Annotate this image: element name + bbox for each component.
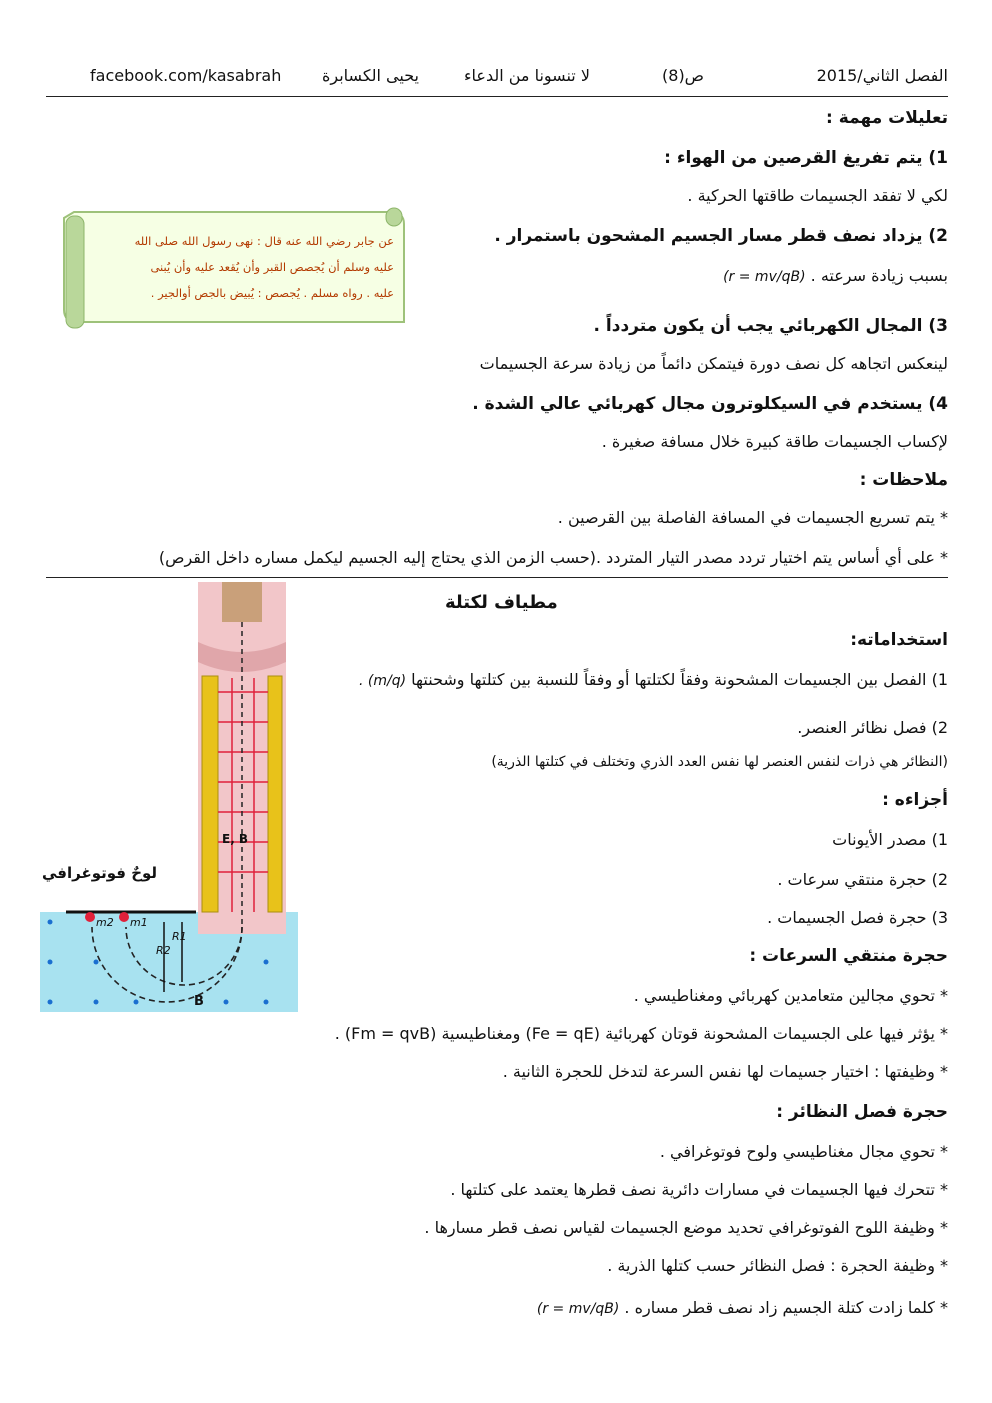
separation-item-1: * تحوي مجال مغناطيسي ولوح فوتوغرافي . xyxy=(659,1142,948,1161)
uses-title: استخداماته: xyxy=(850,630,948,650)
velocity-selector-title: حجرة منتقي السرعات : xyxy=(749,946,948,966)
page-number: ص(8) xyxy=(662,66,705,85)
photographic-plate-label: لوحٌ فوتوغرافي xyxy=(42,864,158,882)
m1-dot xyxy=(119,912,129,922)
explanation-q2: 2) يزداد نصف قطر مسار الجسيم المشحون باستمرار . xyxy=(494,226,948,246)
explanation-a1: لكي لا تفقد الجسيمات طاقتها الحركية . xyxy=(687,186,948,205)
part-2: 2) حجرة منتقي سرعات . xyxy=(777,870,948,889)
explanation-a2: بسبب زيادة سرعته . (r = mv/qB) xyxy=(723,266,948,285)
isotope-definition: (النظائر هي ذرات لنفس العنصر لها نفس العدد الذري وتختلف في كتلتها الذرية) xyxy=(491,754,948,770)
m2-dot xyxy=(85,912,95,922)
separation-chamber-title: حجرة فصل النظائر : xyxy=(776,1102,948,1122)
velocity-item-1: * تحوي مجالين متعامدين كهربائي ومغناطيسي . xyxy=(633,986,948,1005)
hadith-line-1: عن جابر رضي الله عنه قال : نهى رسول الله صلى الله xyxy=(134,234,394,248)
note-2: * على أي أساس يتم اختيار تردد مصدر التيار المتردد .(حسب الزمن الذي يحتاج إليه الجسيم ليكمل مساره داخل القرص) xyxy=(158,548,948,567)
explanation-q4: 4) يستخدم في السيكلوترون مجال كهربائي عالي الشدة . xyxy=(472,394,948,414)
header-motto: لا تنسونا من الدعاء xyxy=(464,66,590,85)
section-divider xyxy=(46,577,948,578)
hadith-text xyxy=(86,228,394,306)
explanation-q3: 3) المجال الكهربائي يجب أن يكون متردداً . xyxy=(593,316,948,336)
m1-label: m1 xyxy=(130,916,148,929)
notes-title: ملاحظات : xyxy=(859,470,948,490)
explanations-title: تعليلات مهمة : xyxy=(826,108,948,128)
facebook-link[interactable]: facebook.com/kasabrah xyxy=(90,66,282,85)
separation-item-2: * تتحرك فيها الجسيمات في مسارات دائرية نصف قطرها يعتمد على كتلتها . xyxy=(450,1180,948,1199)
velocity-item-2: * يؤثر فيها على الجسيمات المشحونة قوتان كهربائية (Fe = qE) ومغناطيسية (Fm = qvB) . xyxy=(334,1024,948,1043)
fields-label: E, B xyxy=(222,832,249,846)
semester-label: الفصل الثاني/2015 xyxy=(816,66,948,85)
positive-plate xyxy=(202,676,218,912)
separation-item-3: * وظيفة اللوح الفوتوغرافي تحديد موضع الجسيمات لقياس نصف قطر مسارها . xyxy=(424,1218,948,1237)
author-name: يحيى الكسابرة xyxy=(322,66,419,85)
radius-formula-2: (r = mv/qB) xyxy=(536,1301,620,1317)
part-3: 3) حجرة فصل الجسيمات . xyxy=(767,908,948,927)
separation-item-5: * كلما زادت كتلة الجسيم زاد نصف قطر مساره . (r = mv/qB) xyxy=(536,1298,948,1317)
part-1: 1) مصدر الأيونات xyxy=(832,830,948,849)
m2-label: m2 xyxy=(96,916,114,929)
use-1: 1) الفصل بين الجسيمات المشحونة وفقاً لكتلتها أو وفقاً للنسبة بين كتلتها وشحنتها (m/q) . xyxy=(358,670,948,689)
hadith-line-2: عليه وسلم أن يُجصص القبر وأن يُقعد عليه وأن يُبنى xyxy=(150,260,394,274)
spectrometer-title: مطياف لكتلة xyxy=(445,592,558,613)
parts-title: أجزاءه : xyxy=(882,790,948,810)
magnetic-field-label: B xyxy=(194,994,204,1009)
r2-label: R2 xyxy=(156,944,171,957)
note-1: * يتم تسريع الجسيمات في المسافة الفاصلة بين القرصين . xyxy=(557,508,948,527)
mass-charge-ratio: (m/q) . xyxy=(358,673,407,689)
explanation-q1: 1) يتم تفريغ القرصين من الهواء : xyxy=(664,148,948,168)
ion-source xyxy=(222,582,262,622)
header-divider xyxy=(46,96,948,97)
negative-plate xyxy=(268,676,282,912)
separation-item-4: * وظيفة الحجرة : فصل النظائر حسب كتلها الذرية . xyxy=(607,1256,948,1275)
radius-formula: (r = mv/qB) xyxy=(723,269,806,285)
r1-label: R1 xyxy=(172,930,187,943)
use-2: 2) فصل نظائر العنصر. xyxy=(797,718,948,737)
explanation-a3: لينعكس اتجاهه كل نصف دورة فيتمكن دائماً من زيادة سرعة الجسيمات xyxy=(479,354,948,373)
explanation-a4: لإكساب الجسيمات طاقة كبيرة خلال مسافة صغيرة . xyxy=(601,432,948,451)
hadith-line-3: عليه . رواه مسلم . يُجصص : يُبيض بالجص أوالجير . xyxy=(150,286,394,300)
velocity-item-3: * وظيفتها : اختيار جسيمات لها نفس السرعة لتدخل للحجرة الثانية . xyxy=(502,1062,948,1081)
